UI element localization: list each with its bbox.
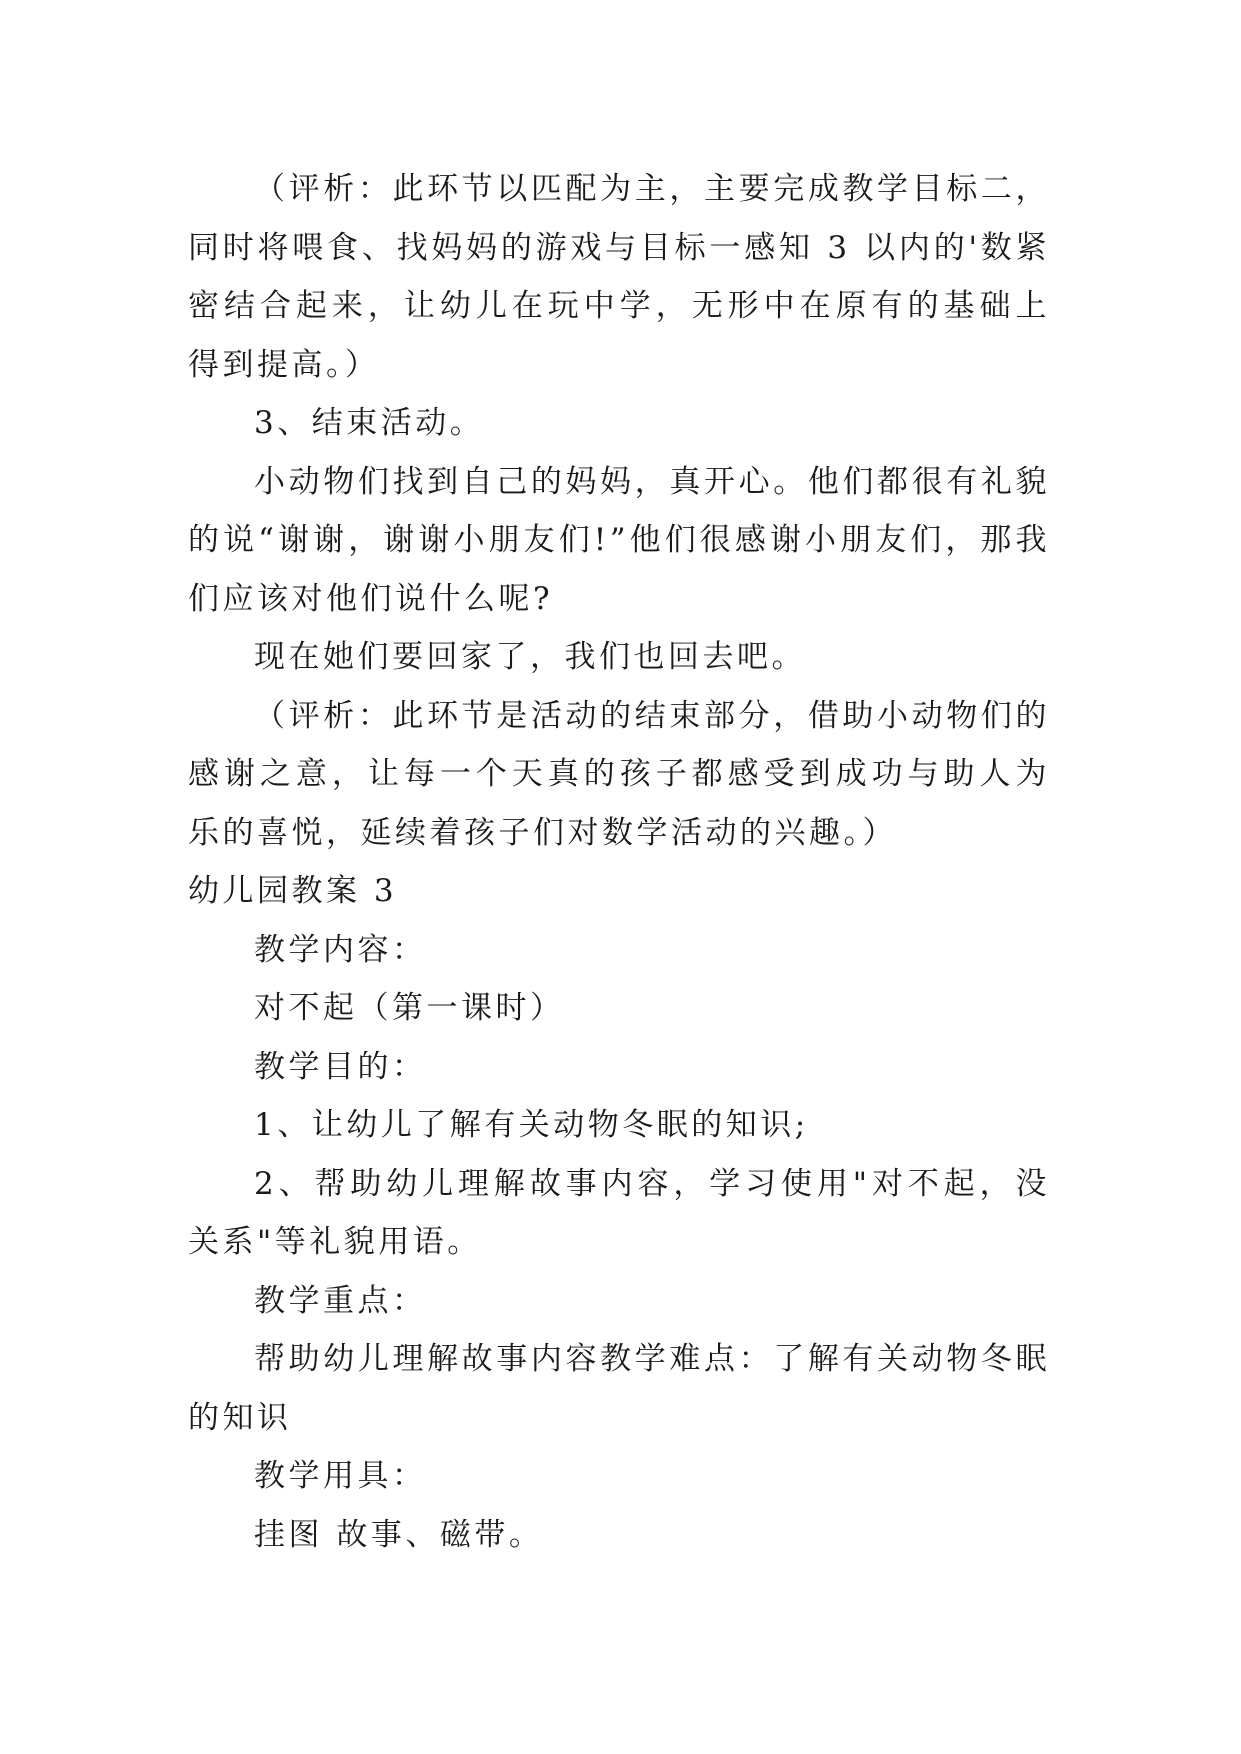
document-body: [188, 160, 1050, 1564]
paragraph-goal-1: 1、让幼儿了解有关动物冬眠的知识;: [254, 1107, 809, 1143]
paragraph-teaching-content-label: 教学内容：: [254, 931, 427, 968]
paragraph-go-home: 现在她们要回家了，我们也回去吧。: [254, 639, 806, 675]
paragraph-commentary-1: （评析：此环节以匹配为主，主要完成教学目标二，同时将喂食、找妈妈的游戏与目标一感知 3 以内的'数紧密结合起来，让幼儿在玩中学，无形中在原有的基础上得到提高。）: [188, 171, 1050, 383]
paragraph-key-point-label: 教学重点：: [254, 1282, 427, 1319]
paragraph-teaching-goal-label: 教学目的：: [254, 1048, 427, 1085]
paragraph-teaching-content: 对不起（第一课时）: [254, 990, 565, 1026]
paragraph-animals-thanks: 小动物们找到自己的妈妈，真开心。他们都很有礼貌的说“谢谢，谢谢小朋友们!”他们很感谢小朋友们，那我们应该对他们说什么呢?: [188, 463, 1050, 617]
paragraph-key-point: 帮助幼儿理解故事内容教学难点：了解有关动物冬眠的知识: [188, 1341, 1050, 1436]
paragraph-tools-label: 教学用具：: [254, 1458, 427, 1494]
paragraph-tools: 挂图 故事、磁带。: [254, 1516, 544, 1553]
paragraph-commentary-2: （评析：此环节是活动的结束部分，借助小动物们的感谢之意，让每一个天真的孩子都感受到成功与助人为乐的喜悦，延续着孩子们对数学活动的兴趣。）: [188, 697, 1050, 851]
paragraph-end-activity: 3、结束活动。: [254, 405, 485, 441]
paragraph-goal-2: 2、帮助幼儿理解故事内容，学习使用"对不起，没关系"等礼貌用语。: [188, 1165, 1050, 1260]
section-heading: 幼儿园教案 3: [188, 873, 398, 909]
